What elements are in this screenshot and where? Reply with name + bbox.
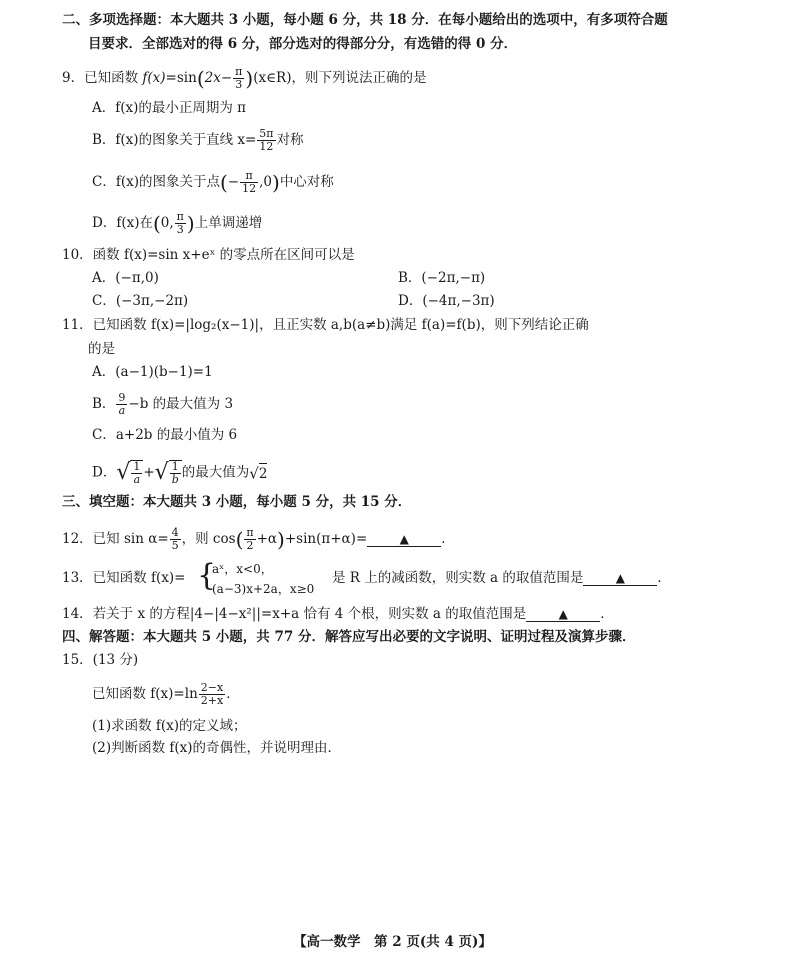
q11-d-num2: 1 xyxy=(170,461,181,474)
q12-answer-blank[interactable]: ▲ xyxy=(367,532,441,547)
q9-frac-num: π xyxy=(235,65,243,78)
q9-d-zero: 0, xyxy=(160,215,174,231)
q15-stem-end: ． xyxy=(226,686,240,702)
q12-cos-plus: +α xyxy=(256,531,278,547)
q12-cos-fraction xyxy=(244,527,255,552)
section-heading-2-cont: 目要求．全部选对的得 6 分，部分选对的得部分分，有选错的得 0 分． xyxy=(88,36,518,52)
q11-b-post: −b 的最大值为 3 xyxy=(128,396,234,412)
q11-d-sqrt-val: 2 xyxy=(259,463,268,484)
q11-d-plus: + xyxy=(143,464,155,481)
section-heading-3: 三、填空题：本大题共 3 小题，每小题 5 分，共 15 分． xyxy=(62,494,412,510)
q9-c-num: π xyxy=(240,170,258,183)
q12-pre: 12．已知 sin α= xyxy=(62,531,169,547)
question-12: 12．已知 sin α= $\frac{4}{5}$ ，则 cos( $\frac{\pi}{2}$ +α)+sin(π+α)= ▲ ． xyxy=(62,526,455,552)
q12-fraction xyxy=(170,527,181,552)
q9-function: f(x) xyxy=(142,70,166,86)
q15-part-1: (1)求函数 f(x)的定义域； xyxy=(92,718,247,734)
question-13-pre: 13．已知函数 f(x)= xyxy=(62,570,186,586)
q12-post: +sin(π+α)= xyxy=(284,531,368,547)
question-15-title: 15．(13 分) xyxy=(62,652,139,668)
q9-frac-den: 3 xyxy=(235,78,243,91)
question-14 xyxy=(62,604,614,624)
q12-num: 4 xyxy=(171,526,179,539)
q9-d-pre: D．f(x)在 xyxy=(92,215,153,231)
q11-option-a: A．(a−1)(b−1)=1 xyxy=(92,364,213,380)
q11-d-post: 的最大值为 xyxy=(181,464,250,481)
q11-b-pre: B． xyxy=(92,396,116,412)
q15-stem-pre: 已知函数 f(x)=ln xyxy=(92,686,198,702)
q14-answer-blank[interactable]: ▲ xyxy=(526,607,600,622)
q12-cos-den: 2 xyxy=(246,539,254,552)
q9-b-num: 5π xyxy=(259,127,274,140)
q10-option-c: C．(−3π,−2π) xyxy=(92,293,189,309)
q11-d-num1: 1 xyxy=(133,460,141,473)
q11-option-c: C．a+2b 的最小值为 6 xyxy=(92,427,238,443)
question-11-stem: 11．已知函数 f(x)=|log₂(x−1)|，且正实数 a,b(a≠b)满足 f(a)=f(b)，则下列结论正确 xyxy=(62,317,589,333)
q13-case-2: (a−3)x+2a，x≥0 xyxy=(212,582,315,596)
question-9-stem: 9．已知函数 f(x)=sin(2x− $\frac{\pi}{3}$ )(x∈R)，则下列说法正确的是 xyxy=(62,65,427,91)
q11-b-num: 9 xyxy=(118,391,126,404)
q10-option-d: D．(−4π,−3π) xyxy=(398,293,495,309)
q9-b-post: 对称 xyxy=(276,132,304,148)
q9-option-a: A．f(x)的最小正周期为 π xyxy=(92,100,247,116)
q13-answer-blank[interactable]: ▲ xyxy=(583,571,657,586)
q15-num: 2−x xyxy=(200,681,224,694)
q9-b-fraction xyxy=(257,128,275,153)
q15-part-2: (2)判断函数 f(x)的奇偶性，并说明理由． xyxy=(92,740,342,756)
q12-den: 5 xyxy=(171,539,179,552)
q9-c-neg: − xyxy=(227,174,240,190)
q13-case-1: aˣ，x<0， xyxy=(212,562,273,576)
page-footer: 【高一数学 第 2 页(共 4 页)】 xyxy=(293,934,492,950)
q11-b-fraction xyxy=(116,392,127,417)
q10-option-a: A．(−π,0) xyxy=(92,270,159,286)
q11-d-den1: a xyxy=(133,473,141,486)
q11-d-sqrt-1: √ $\frac{1}{a}$ xyxy=(116,460,143,486)
q11-option-d xyxy=(92,460,267,486)
q11-b-den: a xyxy=(118,404,126,417)
q9-option-d: D．f(x)在(0, $\frac{\pi}{3}$ )上单调递增 xyxy=(92,210,263,236)
q9-d-post: 上单调递增 xyxy=(194,215,263,231)
q9-eq: =sin xyxy=(165,70,197,86)
q12-end: ． xyxy=(441,531,455,547)
q9-d-num: π xyxy=(176,210,184,223)
question-15-stem xyxy=(92,682,240,707)
q9-arg: 2x− xyxy=(204,70,233,86)
question-13-post xyxy=(332,568,671,588)
q9-c-fraction xyxy=(240,170,258,195)
q9-option-c: C．f(x)的图象关于点(− $\frac{\pi}{12}$ ,0)中心对称 xyxy=(92,169,334,195)
q9-b-den: 12 xyxy=(259,140,274,153)
q11-d-sqrt-3: √2 xyxy=(249,464,268,482)
q11-d-sqrt-2: √ $\frac{1}{b}$ xyxy=(155,460,182,486)
q11-option-b xyxy=(92,392,233,417)
q10-option-b: B．(−2π,−π) xyxy=(398,270,486,286)
q9-c-pre: C．f(x)的图象关于点 xyxy=(92,174,220,190)
question-10-stem: 10．函数 f(x)=sin x+eˣ 的零点所在区间可以是 xyxy=(62,247,355,263)
q15-den: 2+x xyxy=(200,694,224,707)
q9-c-zero: ,0 xyxy=(259,174,272,190)
q9-suffix: ，则下列说法正确的是 xyxy=(291,70,427,86)
q9-fraction xyxy=(233,66,244,91)
q9-b-pre: B．f(x)的图象关于直线 x= xyxy=(92,132,257,148)
q9-c-post: 中心对称 xyxy=(279,174,334,190)
q13-end: ． xyxy=(657,570,671,586)
q15-fraction xyxy=(199,682,225,707)
question-11-stem-cont: 的是 xyxy=(88,341,115,357)
q12-mid: ，则 cos xyxy=(181,531,236,547)
q13-brace: { xyxy=(197,558,217,593)
q9-c-den: 12 xyxy=(242,182,257,195)
q11-d-pre: D． xyxy=(92,464,117,481)
q11-d-den2: b xyxy=(171,473,179,486)
q9-domain: (x∈R) xyxy=(253,70,292,86)
q9-prefix: 9．已知函数 xyxy=(62,70,143,86)
q9-option-b xyxy=(92,128,304,153)
q9-d-fraction xyxy=(175,211,186,236)
q13-post: 是 R 上的减函数，则实数 a 的取值范围是 xyxy=(332,570,584,586)
section-heading-2: 二、多项选择题：本大题共 3 小题，每小题 6 分，共 18 分．在每小题给出的选项中，有多项符合题 xyxy=(62,12,668,28)
section-heading-4: 四、解答题：本大题共 5 小题，共 77 分．解答应写出必要的文字说明、证明过程及演算步骤． xyxy=(62,629,636,645)
q9-d-den: 3 xyxy=(176,223,184,236)
q14-text: 14．若关于 x 的方程|4−|4−x²||=x+a 恰有 4 个根，则实数 a 的取值范围是 xyxy=(62,606,527,622)
q14-end: ． xyxy=(600,606,614,622)
q12-cos-num: π xyxy=(246,526,254,539)
